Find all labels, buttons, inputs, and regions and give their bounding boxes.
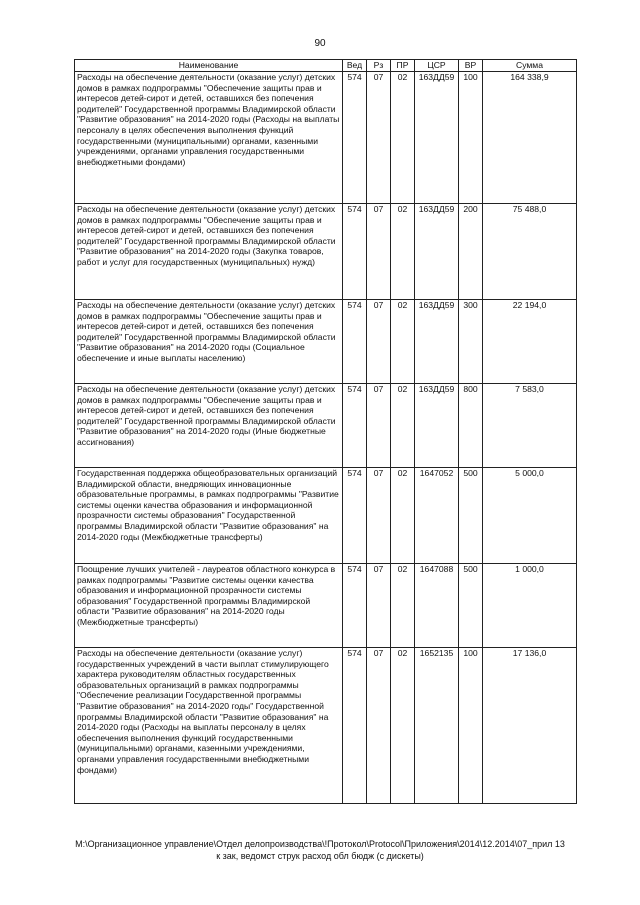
row-csr: 163ДД59 (415, 204, 459, 300)
table-header-row (75, 60, 577, 72)
header-rz: Рз (367, 60, 391, 72)
row-ved: 574 (343, 204, 367, 300)
row-rz: 07 (367, 564, 391, 648)
row-rz: 07 (367, 204, 391, 300)
row-csr: 163ДД59 (415, 72, 459, 204)
row-vr: 100 (459, 648, 483, 804)
row-pr: 02 (391, 204, 415, 300)
row-pr: 02 (391, 72, 415, 204)
row-ved: 574 (343, 300, 367, 384)
row-csr: 1647088 (415, 564, 459, 648)
header-csr: ЦСР (415, 60, 459, 72)
row-pr: 02 (391, 300, 415, 384)
row-sum: 1 000,0 (483, 564, 577, 648)
row-name: Расходы на обеспечение деятельности (оказание услуг) детских домов в рамках подпрограммы "Обеспечение защиты прав и интересов детей-сирот и детей, оставшихся без попечения родителей" Государственной программы Владимирской области "Развитие образования" на 2014-2020 годы (Социальное обеспечение и иные выплаты населению) (75, 300, 343, 384)
row-csr: 1647052 (415, 468, 459, 564)
row-vr: 500 (459, 564, 483, 648)
row-csr: 163ДД59 (415, 384, 459, 468)
table-row (75, 564, 577, 648)
budget-table (74, 59, 577, 804)
row-ved: 574 (343, 384, 367, 468)
table-row (75, 300, 577, 384)
row-sum: 22 194,0 (483, 300, 577, 384)
row-vr: 300 (459, 300, 483, 384)
row-name: Расходы на обеспечение деятельности (оказание услуг) детских домов в рамках подпрограммы "Обеспечение защиты прав и интересов детей-сирот и детей, оставшихся без попечения родителей" Государственной программы Владимирской области "Развитие образования" на 2014-2020 годы (Закупка товаров, работ и услуг для государственных (муниципальных) нужд) (75, 204, 343, 300)
table-row (75, 72, 577, 204)
row-rz: 07 (367, 648, 391, 804)
row-vr: 800 (459, 384, 483, 468)
table-row (75, 648, 577, 804)
row-sum: 75 488,0 (483, 204, 577, 300)
row-name: Расходы на обеспечение деятельности (оказание услуг) государственных учреждений в части выплат стимулирующего характера руководителям областных государственных образовательных организаций в рамках подпрограммы "Обеспечение реализации Государственной программы "Развитие образования" на 2014-2020 годы" Государственной программы Владимирской области "Развитие образования" на 2014-2020 годы (Расходы на выплаты персоналу в целях обеспечения выполнения функций государственными (муниципальными) органами, казенными учреждениями, органами управления государственными внебюджетными фондами) (75, 648, 343, 804)
row-name: Расходы на обеспечение деятельности (оказание услуг) детских домов в рамках подпрограммы "Обеспечение защиты прав и интересов детей-сирот и детей, оставшихся без попечения родителей" Государственной программы Владимирской области "Развитие образования" на 2014-2020 годы (Расходы на выплаты персоналу в целях обеспечения выполнения функций государственными (муниципальными) органами, казенными учреждениями, органами управления государственными внебюджетными фондами) (75, 72, 343, 204)
page-number: 90 (314, 38, 326, 49)
row-vr: 200 (459, 204, 483, 300)
header-vr: ВР (459, 60, 483, 72)
header-ved: Вед (343, 60, 367, 72)
row-pr: 02 (391, 384, 415, 468)
header-sum: Сумма (483, 60, 577, 72)
row-csr: 1652135 (415, 648, 459, 804)
table-row (75, 204, 577, 300)
row-pr: 02 (391, 648, 415, 804)
header-name: Наименование (75, 60, 343, 72)
row-name: Расходы на обеспечение деятельности (оказание услуг) детских домов в рамках подпрограммы "Обеспечение защиты прав и интересов детей-сирот и детей, оставшихся без попечения родителей" Государственной программы Владимирской области "Развитие образования" на 2014-2020 годы (Иные бюджетные ассигнования) (75, 384, 343, 468)
row-ved: 574 (343, 72, 367, 204)
row-ved: 574 (343, 564, 367, 648)
footer (0, 838, 640, 862)
row-ved: 574 (343, 468, 367, 564)
row-sum: 5 000,0 (483, 468, 577, 564)
row-rz: 07 (367, 300, 391, 384)
row-name: Государственная поддержка общеобразовательных организаций Владимирской области, внедряющих инновационные образовательные программы, в рамках подпрограммы "Развитие системы оценки качества образования и информационной прозрачности системы образования" Государственной программы Владимирской области "Развитие образования" на 2014-2020 годы (Межбюджетные трансферты) (75, 468, 343, 564)
row-sum: 17 136,0 (483, 648, 577, 804)
row-ved: 574 (343, 648, 367, 804)
header-pr: ПР (391, 60, 415, 72)
row-rz: 07 (367, 468, 391, 564)
row-pr: 02 (391, 564, 415, 648)
row-rz: 07 (367, 384, 391, 468)
table-row (75, 384, 577, 468)
row-rz: 07 (367, 72, 391, 204)
row-pr: 02 (391, 468, 415, 564)
row-sum: 164 338,9 (483, 72, 577, 204)
row-sum: 7 583,0 (483, 384, 577, 468)
table-row (75, 468, 577, 564)
row-name: Поощрение лучших учителей - лауреатов областного конкурса в рамках подпрограммы "Развитие системы оценки качества образования и информационной прозрачности системы образования" Государственной программы Владимирской области "Развитие образования" на 2014-2020 годы (Межбюджетные трансферты) (75, 564, 343, 648)
row-vr: 100 (459, 72, 483, 204)
footer-caption-line: к зак, ведомст струк расход обл бюдж (с дискеты) (216, 851, 424, 861)
footer-path-line: М:\Организационное управление\Отдел делопроизводства\!Протокол\Protocol\Приложения\2014\12.2014\07_прил 13 (75, 839, 565, 849)
row-csr: 163ДД59 (415, 300, 459, 384)
row-vr: 500 (459, 468, 483, 564)
